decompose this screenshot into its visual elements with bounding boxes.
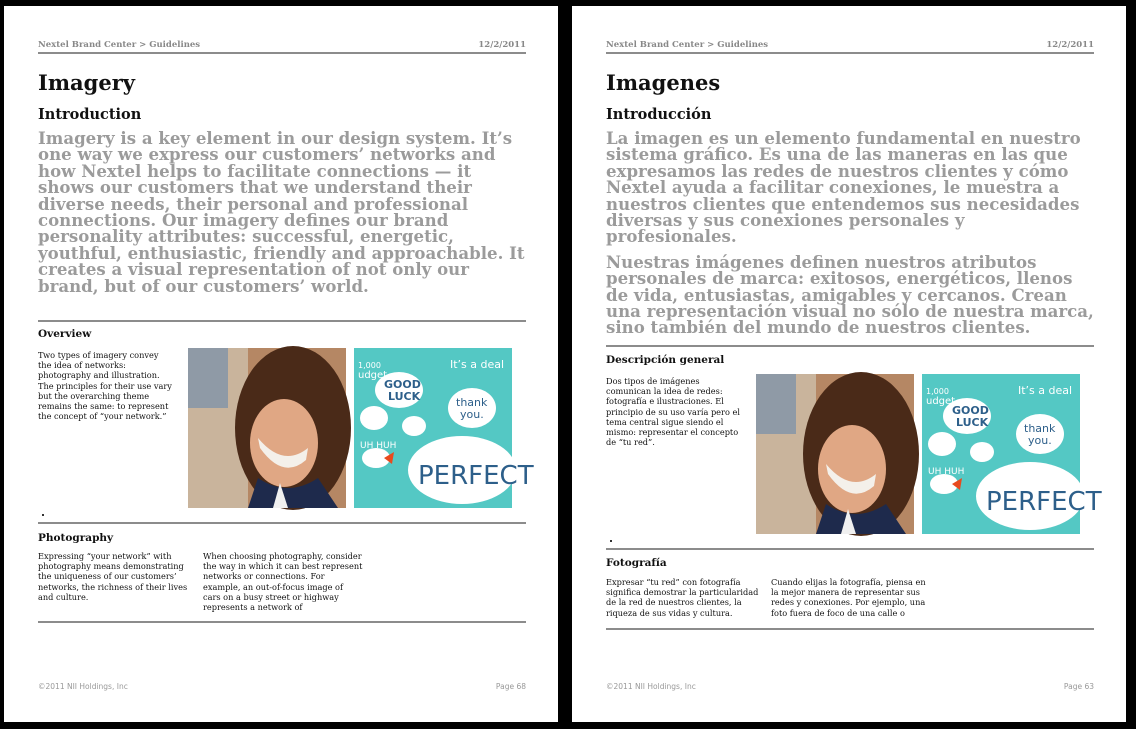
- intro-paragraph: La imagen es un elemento fundamental en nuestro sistema gráfico. Es una de las maneras en las que expresamos las redes de nuestros clientes y cómo Nextel ayuda a facilitar conexiones, le muestra a nuestros clientes que entendemos sus necesidades diversas y sus conexiones personales y profesionales.: [606, 128, 1081, 247]
- document-page-left: [4, 6, 558, 722]
- breadcrumb: Nextel Brand Center > Guidelines: [606, 40, 769, 50]
- illus-uhhuh: UH HUH: [928, 467, 965, 477]
- illus-luck: LUCK: [956, 416, 989, 429]
- section-divider: [606, 628, 1094, 630]
- section-subtitle: Introducción: [606, 106, 712, 123]
- section-divider: [38, 621, 526, 623]
- intro-paragraph: Nuestras imágenes definen nuestros atributos personales de marca: exitosos, energéticos, llenos de vida, entusiastas, amigables y cercanos. Crean una representación visual no sólo de nuestra marca, sino también del mundo de nuestros clientes.: [606, 251, 1094, 338]
- illus-perfect: PERFECT: [418, 461, 534, 491]
- speech-bubble-illustration: [354, 348, 534, 508]
- illus-budget: udget: [358, 370, 388, 381]
- section-divider: [38, 522, 526, 524]
- page-footer: [38, 682, 526, 691]
- illus-perfect: PERFECT: [986, 487, 1102, 517]
- photography-text-col1: Expressing “your network” with photography means demonstrating the uniqueness of our customers’ networks, the richness of their lives and culture.: [38, 551, 188, 602]
- copyright: ©2011 NII Holdings, Inc: [38, 682, 128, 691]
- document-page-right: [572, 6, 1126, 722]
- overview-text: Two types of imagery convey the idea of networks: photography and illustration. The principles for their use vary but the overarching theme remains the same: to represent the concept of “your network.”: [38, 350, 172, 422]
- header-divider: [38, 52, 526, 54]
- header-divider: [606, 52, 1094, 54]
- portrait-photo: [756, 374, 914, 534]
- overview-heading: Overview: [38, 328, 92, 340]
- intro-text: [38, 130, 528, 303]
- overview-heading: Descripción general: [606, 354, 725, 366]
- page-header: [38, 40, 526, 50]
- portrait-photo-graphic: [756, 374, 914, 534]
- illus-budget: udget: [926, 396, 956, 407]
- header-date: 12/2/2011: [478, 40, 526, 50]
- illus-deal: It’s a deal: [1018, 384, 1073, 397]
- illus-uhhuh: UH HUH: [360, 441, 397, 451]
- illus-good: GOOD: [384, 378, 421, 391]
- header-date: 12/2/2011: [1046, 40, 1094, 50]
- page-footer: [606, 682, 1094, 691]
- speech-bubble-illustration: [922, 374, 1102, 534]
- bullet-dot: [610, 540, 612, 542]
- breadcrumb: Nextel Brand Center > Guidelines: [38, 40, 201, 50]
- illus-you: you.: [460, 408, 484, 421]
- intro-paragraph: Imagery is a key element in our design system. It’s one way we express our customers’ networks and how Nextel helps to facilitate connections — it shows our customers that we understand their diverse needs, their personal and professional connections. Our imagery defines our brand personality attributes: successful, energetic, youthful, enthusiastic, friendly and approachable. It creates a visual representation of not only our brand, but of our customers’ world.: [38, 128, 525, 296]
- section-divider: [606, 345, 1094, 347]
- photography-heading: Photography: [38, 532, 114, 544]
- illus-luck: LUCK: [388, 390, 421, 403]
- copyright: ©2011 NII Holdings, Inc: [606, 682, 696, 691]
- photography-text-col2: Cuando elijas la fotografía, piensa en la mejor manera de representar sus redes y conexiones. Por ejemplo, una foto fuera de foco de una calle o: [771, 577, 926, 618]
- illus-thank: thank: [456, 396, 488, 409]
- illus-thank: thank: [1024, 422, 1056, 435]
- page-number: Page 63: [1063, 682, 1094, 691]
- page-title: Imagery: [38, 70, 135, 95]
- illustration-graphic: [922, 374, 1102, 534]
- intro-text: [606, 130, 1096, 345]
- illus-number: 1,000: [926, 387, 949, 396]
- portrait-photo: [188, 348, 346, 508]
- illus-deal: It’s a deal: [450, 358, 505, 371]
- illus-number: 1,000: [358, 361, 381, 370]
- overview-text: Dos tipos de imágenes comunican la idea de redes: fotografía e ilustraciones. El principio de su uso varía pero el tema central sigue siendo el mismo: representar el concepto de “tu red”.: [606, 376, 740, 448]
- photography-heading: Fotografía: [606, 557, 667, 569]
- page-header: [606, 40, 1094, 50]
- portrait-photo-graphic: [188, 348, 346, 508]
- bullet-dot: [42, 514, 44, 516]
- illus-you: you.: [1028, 434, 1052, 447]
- section-divider: [38, 320, 526, 322]
- section-divider: [606, 548, 1094, 550]
- photography-text-col1: Expresar “tu red” con fotografía significa demostrar la particularidad de la red de nuestros clientes, la riqueza de sus vidas y cultura.: [606, 577, 759, 618]
- photography-text-col2: When choosing photography, consider the way in which it can best represent networks or connections. For example, an out-of-focus image of cars on a busy street or highway represents a network of: [203, 551, 363, 613]
- page-number: Page 68: [495, 682, 526, 691]
- illustration-graphic: [354, 348, 534, 508]
- page-title: Imagenes: [606, 70, 721, 95]
- illus-good: GOOD: [952, 404, 989, 417]
- section-subtitle: Introduction: [38, 106, 142, 123]
